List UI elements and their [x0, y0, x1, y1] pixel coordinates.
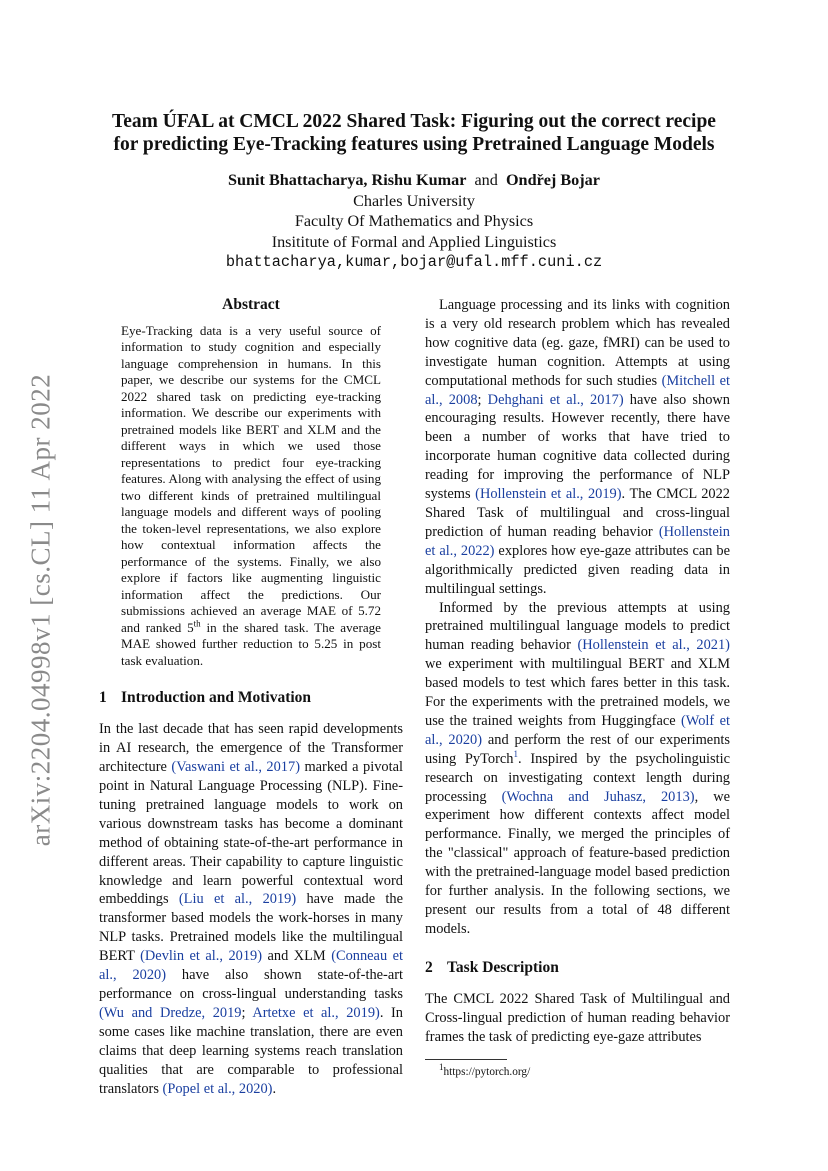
authors-and: and [474, 171, 498, 189]
section-1-paragraph-2: Language processing and its links with cognition is a very old research problem which has revealed how cognitive data (eg. gaze, fMRI) can be used to investigate human cognition. Attempts at using computational methods for such studies (Mitchell et al., 2008; Dehghani et al., 2017) have also shown encouraging results. However recently, there have been a number of works that have tried to incorporate human cognitive data collected during reading for improving the performance of NLP systems (Hollenstein et al., 2019). The CMCL 2022 Shared Task of multilingual and cross-lingual prediction of human reading behavior (Hollenstein et al., 2022) explores how eye-gaze attributes can be algorithmically predicted given reading data in multilingual settings. [425, 297, 730, 597]
citation-artetxe[interactable]: Artetxe et al., 2019) [252, 1004, 380, 1021]
authors-first: Sunit Bhattacharya, Rishu Kumar [228, 171, 467, 189]
author-block [60, 170, 768, 273]
citation-hollenstein-2021[interactable]: (Hollenstein et al., 2021) [577, 637, 730, 654]
footnote-link[interactable]: https://pytorch.org/ [443, 1066, 531, 1079]
citation-conneau[interactable]: (Conneau et al., 2020) [99, 948, 403, 984]
section-2-heading: 2 Task Description [425, 958, 559, 976]
citation-liu[interactable]: (Liu et al., 2019) [178, 891, 297, 908]
citation-popel[interactable]: (Popel et al., 2020) [162, 1080, 273, 1097]
arxiv-identifier: arXiv:2204.04998v1 [cs.CL] 11 Apr 2022 [25, 373, 56, 847]
footnote-rule [425, 1059, 507, 1060]
paper-title [60, 110, 768, 156]
left-column [99, 296, 403, 1098]
author-email: bhattacharya,kumar,bojar@ufal.mff.cuni.cz [225, 253, 603, 271]
footnote: $^1$https://pytorch.org/ [439, 1062, 531, 1079]
authors-last: Ondřej Bojar [505, 171, 600, 189]
right-column [425, 296, 730, 1079]
title-line-1: Team ÚFAL at CMCL 2022 Shared Task: Figuring out the correct recipe [112, 111, 716, 132]
section-1-paragraph-3: Informed by the previous attempts at using pretrained multilingual language models to predict human reading behavior (Hollenstein et al., 2021) we experiment with multilingual BERT and XLM based models to test which fares better in this task. For the experiments with the pretrained models, we use the trained weights from Huggingface (Wolf et al., 2020) and perform the rest of our experiments using PyTorch$^1$. Inspired by the psycholinguistic research on investigating context length during processing (Wochna and Juhasz, 2013), we experiment how different contexts affect model performance. Finally, we merged the principles of the "classical" approach of feature-based prediction with the pretrained-language model based prediction for further analysis. In the following sections, we present our results from a total of 48 different models. [425, 599, 730, 937]
section-1-paragraph-1: In the last decade that has seen rapid developments in AI research, the emergence of the Transformer architecture (Vaswani et al., 2017) marked a pivotal point in Natural Language Processing (NLP). Fine-tuning pretrained language models to work on various downstream tasks has become a dominant method of obtaining state-of-the-art performance in different areas. Their capability to capture linguistic knowledge and learn powerful contextual word embeddings (Liu et al., 2019) have made the transformer based models the work-horses in many NLP tasks. Pretrained models like the multilingual BERT (Devlin et al., 2019) and XLM (Conneau et al., 2020) have also shown state-of-the-art performance on cross-lingual understanding tasks (Wu and Dredze, 2019; Artetxe et al., 2019). In some cases like machine translation, there are even claims that deep learning systems reach translation qualities that are comparable to professional translators (Popel et al., 2020). [99, 721, 403, 1097]
author-names [60, 170, 768, 191]
affiliation-university: Charles University [353, 191, 475, 210]
affiliation-institute: Insititute of Formal and Applied Linguistics [271, 232, 557, 251]
abstract-heading: Abstract [222, 296, 280, 313]
citation-devlin[interactable]: (Devlin et al., 2019) [140, 948, 263, 965]
citation-wu[interactable]: (Wu and Dredze, 2019 [99, 1004, 242, 1021]
title-line-2: for predicting Eye-Tracking features using Pretrained Language Models [113, 134, 715, 155]
citation-hollenstein-2019[interactable]: (Hollenstein et al., 2019) [475, 486, 622, 503]
section-2-paragraph-1: The CMCL 2022 Shared Task of Multilingual and Cross-lingual prediction of human reading behavior frames the task of predicting eye-gaze attributes [425, 990, 730, 1045]
citation-hollenstein-2022[interactable]: (Hollenstein et al., 2022) [425, 523, 730, 559]
citation-mitchell[interactable]: (Mitchell et al., 2008 [425, 372, 730, 408]
citation-vaswani[interactable]: (Vaswani et al., 2017) [171, 759, 300, 776]
arxiv-sidebar [25, 360, 56, 860]
citation-wochna[interactable]: (Wochna and Juhasz, 2013) [501, 788, 695, 805]
footnote-marker[interactable]: 1 [513, 748, 518, 759]
abstract-text: Eye-Tracking data is a very useful source of information to study cognition and especially language comprehension in humans. In this paper, we describe our systems for the CMCL 2022 shared task on predicting eye-tracking information. We describe our experiments with pretrained models like BERT and XLM and the different ways in which we used those representations to predict four eye-tracking features. Along with analysing the effect of using two different kinds of pretrained multilingual language models and different ways of pooling the token-level representations, we also explore how contextual information affects the performance of the systems. Finally, we also explore if factors like augmenting linguistic information affect the predictions. Our submissions achieved an average MAE of 5.72 and ranked 5th in the shared task. The average MAE showed further reduction to 5.25 in post task evaluation. [121, 322, 381, 668]
affiliation-faculty: Faculty Of Mathematics and Physics [294, 212, 534, 230]
section-1-heading: 1 Introduction and Motivation [99, 689, 312, 707]
citation-wolf[interactable]: (Wolf et al., 2020) [425, 712, 730, 748]
citation-dehghani[interactable]: Dehghani et al., 2017) [487, 391, 624, 408]
